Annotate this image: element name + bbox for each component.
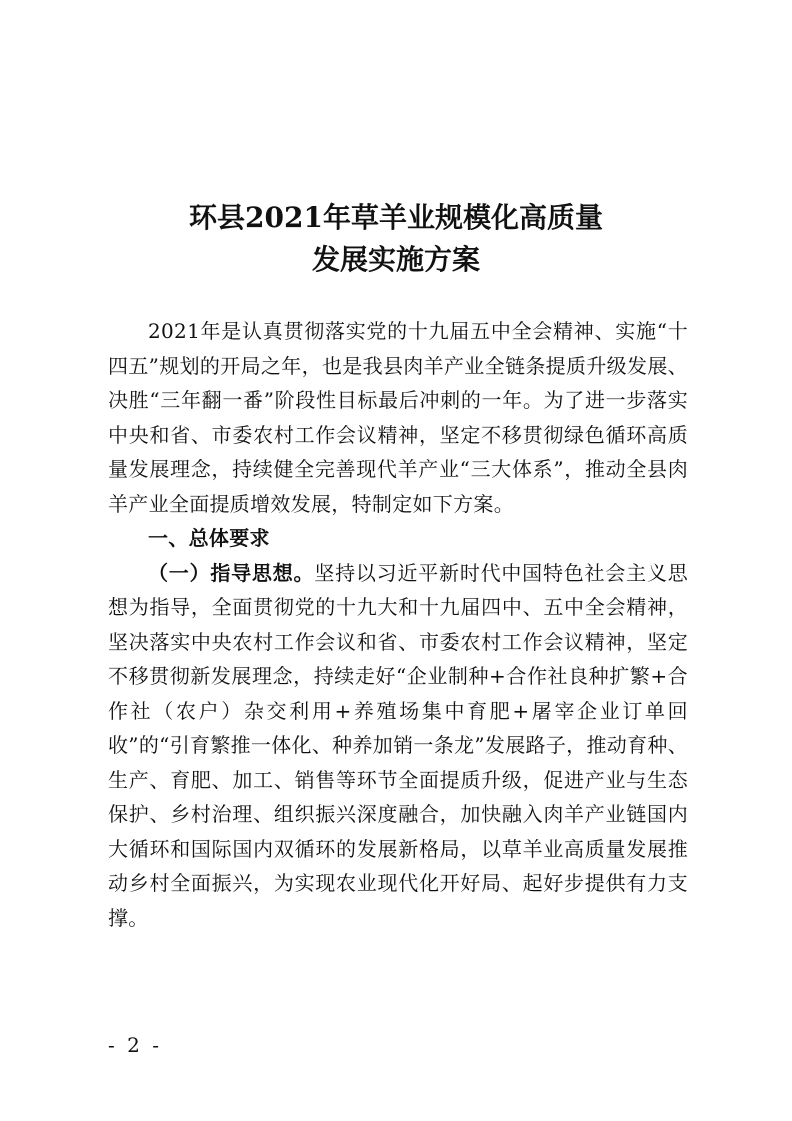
guiding-ideology-text: 坚持以习近平新时代中国特色社会主义思想为指导，全面贯彻党的十九大和十九届四中、五中全会精神，坚决落实中央农村工作会议和省、市委农村工作会议精神，坚定不移贯彻新发展理念，持续走好“企业制种+合作社良种扩繁+合作社（农户）杂交利用+养殖场集中育肥+屠宰企业订单回收”的“引育繁推一体化、种养加销一条龙”发展路子，推动育种、生产、育肥、加工、销售等环节全面提质升级，促进产业与生态保护、乡村治理、组织振兴深度融合，加快融入肉羊产业链国内大循环和国际国内双循环的发展新格局，以草羊业高质量发展推动乡村全面振兴，为实现农业现代化开好局、起好步提供有力支撑。 <box>108 560 688 930</box>
guiding-ideology-paragraph <box>108 556 688 936</box>
document-title-line-1: 环县2021年草羊业规模化高质量 <box>189 201 603 234</box>
section-heading-overall-requirements: 一、总体要求 <box>148 526 270 550</box>
page-number: - 2 - <box>108 1033 162 1057</box>
intro-paragraph: 2021年是认真贯彻落实党的十九届五中全会精神、实施“十四五”规划的开局之年，也是我县肉羊产业全链条提质升级发展、决胜“三年翻一番”阶段性目标最后冲刺的一年。为了进一步落实中央和省、市委农村工作会议精神，坚定不移贯彻绿色循环高质量发展理念，持续健全完善现代羊产业“三大体系”，推动全县肉羊产业全面提质增效发展，特制定如下方案。 <box>108 319 688 516</box>
document-body <box>108 314 688 935</box>
subsection-heading-guiding-ideology: （一）指导思想。 <box>148 560 315 585</box>
document-title-line-2: 发展实施方案 <box>311 243 480 276</box>
